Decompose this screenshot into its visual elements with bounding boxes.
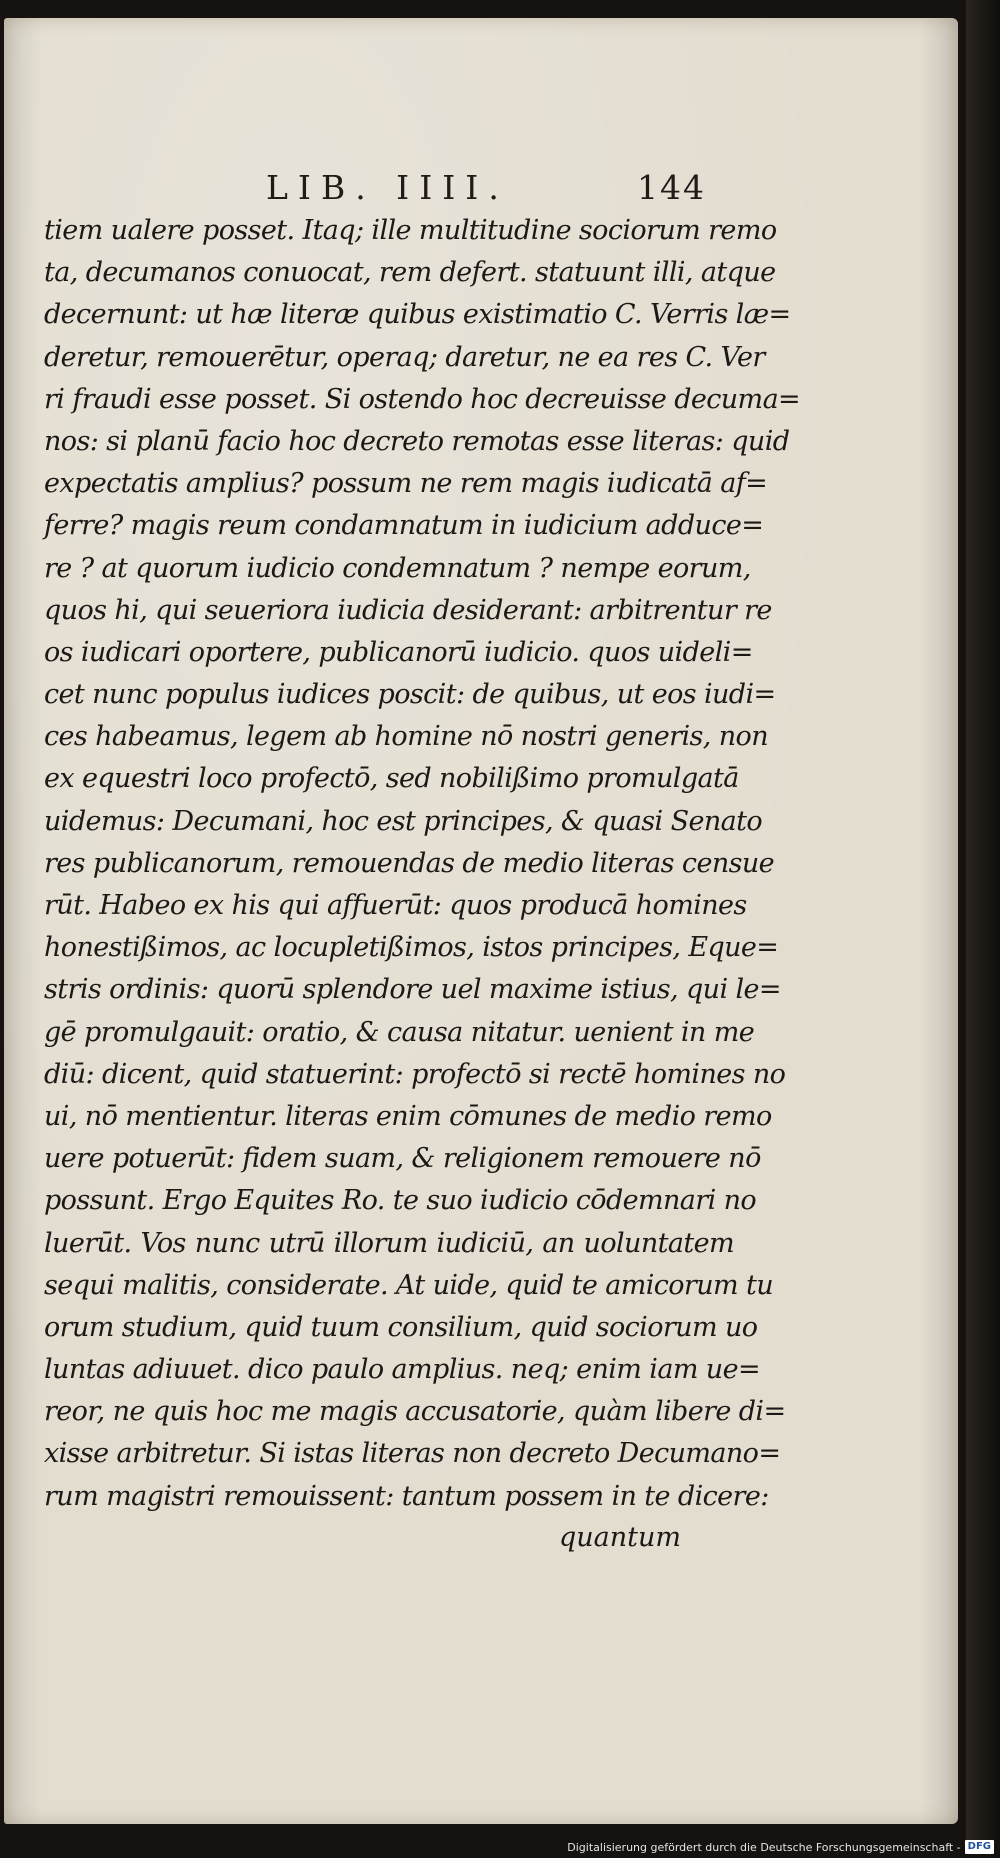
text-line: sequi malitis, considerate. At uide, quid te amicorum tu [44, 1269, 774, 1301]
text-line: rūt. Habeo ex his qui affuerūt: quos producā homines [44, 890, 747, 921]
text-line: uidemus: Decumani, hoc est principes, & quasi Senato [44, 805, 763, 837]
text-line: expectatis amplius? possum ne rem magis iudicatā af= [44, 468, 768, 500]
book-page [4, 18, 958, 1824]
text-line: nos: si planū facio hoc decreto remotas esse literas: quid [44, 425, 790, 457]
text-line: uere potuerūt: fidem suam, & religionem remouere nō [44, 1143, 761, 1175]
text-line: os iudicari oportere, publicanorū iudicio. quos uideli= [44, 636, 753, 668]
text-line: diū: dicent, quid statuerint: profectō si rectē homines no [44, 1058, 786, 1090]
text-line: honestißimos, ac locupletißimos, istos principes, Eque= [44, 932, 779, 964]
text-line: ces habeamus, legem ab homine nō nostri generis, non [44, 721, 768, 753]
text-line: deretur, remouerētur, operaq; daretur, ne ea res C. Ver [44, 341, 765, 373]
text-line: quos hi, qui seueriora iudicia desiderant: arbitrentur re [44, 594, 772, 626]
text-line: xisse arbitretur. Si istas literas non decreto Decumano= [44, 1438, 781, 1470]
text-line: ferre? magis reum condamnatum in iudicium adduce= [44, 510, 764, 542]
text-line: luntas adiuuet. dico paulo amplius. neq; enim iam ue= [44, 1354, 761, 1386]
text-line: ex equestri loco profectō, sed nobilißimo promulgatā [44, 763, 739, 795]
dfg-logo: DFG [965, 1840, 994, 1854]
text-line: re ? at quorum iudicio condemnatum ? nempe eorum, [44, 552, 751, 584]
page-number: 144 [637, 168, 706, 207]
book-edge-shadow [966, 0, 1000, 1840]
text-line: tiem ualere posset. Itaq; ille multitudine sociorum remo [44, 215, 777, 246]
text-line: cet nunc populus iudices poscit: de quibus, ut eos iudi= [44, 679, 776, 711]
text-line: reor, ne quis hoc me magis accusatorie, quàm libere di= [44, 1396, 786, 1428]
text-line: res publicanorum, remouendas de medio literas censue [44, 847, 775, 879]
text-line: ri fraudi esse posset. Si ostendo hoc decreuisse decuma= [44, 383, 801, 415]
credit-text: Digitalisierung gefördert durch die Deutsche Forschungsgemeinschaft - [567, 1840, 961, 1854]
text-line: gē promulgauit: oratio, & causa nitatur. uenient in me [44, 1016, 755, 1048]
text-line: rum magistri remouissent: tantum possem in te dicere: [44, 1480, 769, 1512]
text-line: ui, nō mentientur. literas enim cōmunes de medio remo [44, 1100, 772, 1132]
catchword: quantum [559, 1522, 682, 1553]
running-head: LIB. IIII. [266, 168, 509, 207]
text-line: luerūt. Vos nunc utrū illorum iudiciū, an uoluntatem [44, 1227, 734, 1259]
text-line: orum studium, quid tuum consilium, quid sociorum uo [44, 1311, 758, 1343]
text-line: decernunt: ut hæ literæ quibus existimatio C. Verris læ= [44, 299, 791, 331]
body-text [44, 210, 801, 1518]
text-line: ta, decumanos conuocat, rem defert. statuunt illi, atque [44, 257, 776, 289]
digitization-credit [567, 1840, 994, 1854]
text-line: possunt. Ergo Equites Ro. te suo iudicio cōdemnari no [44, 1185, 757, 1217]
text-line: stris ordinis: quorū splendore uel maxime istius, qui le= [44, 974, 781, 1006]
